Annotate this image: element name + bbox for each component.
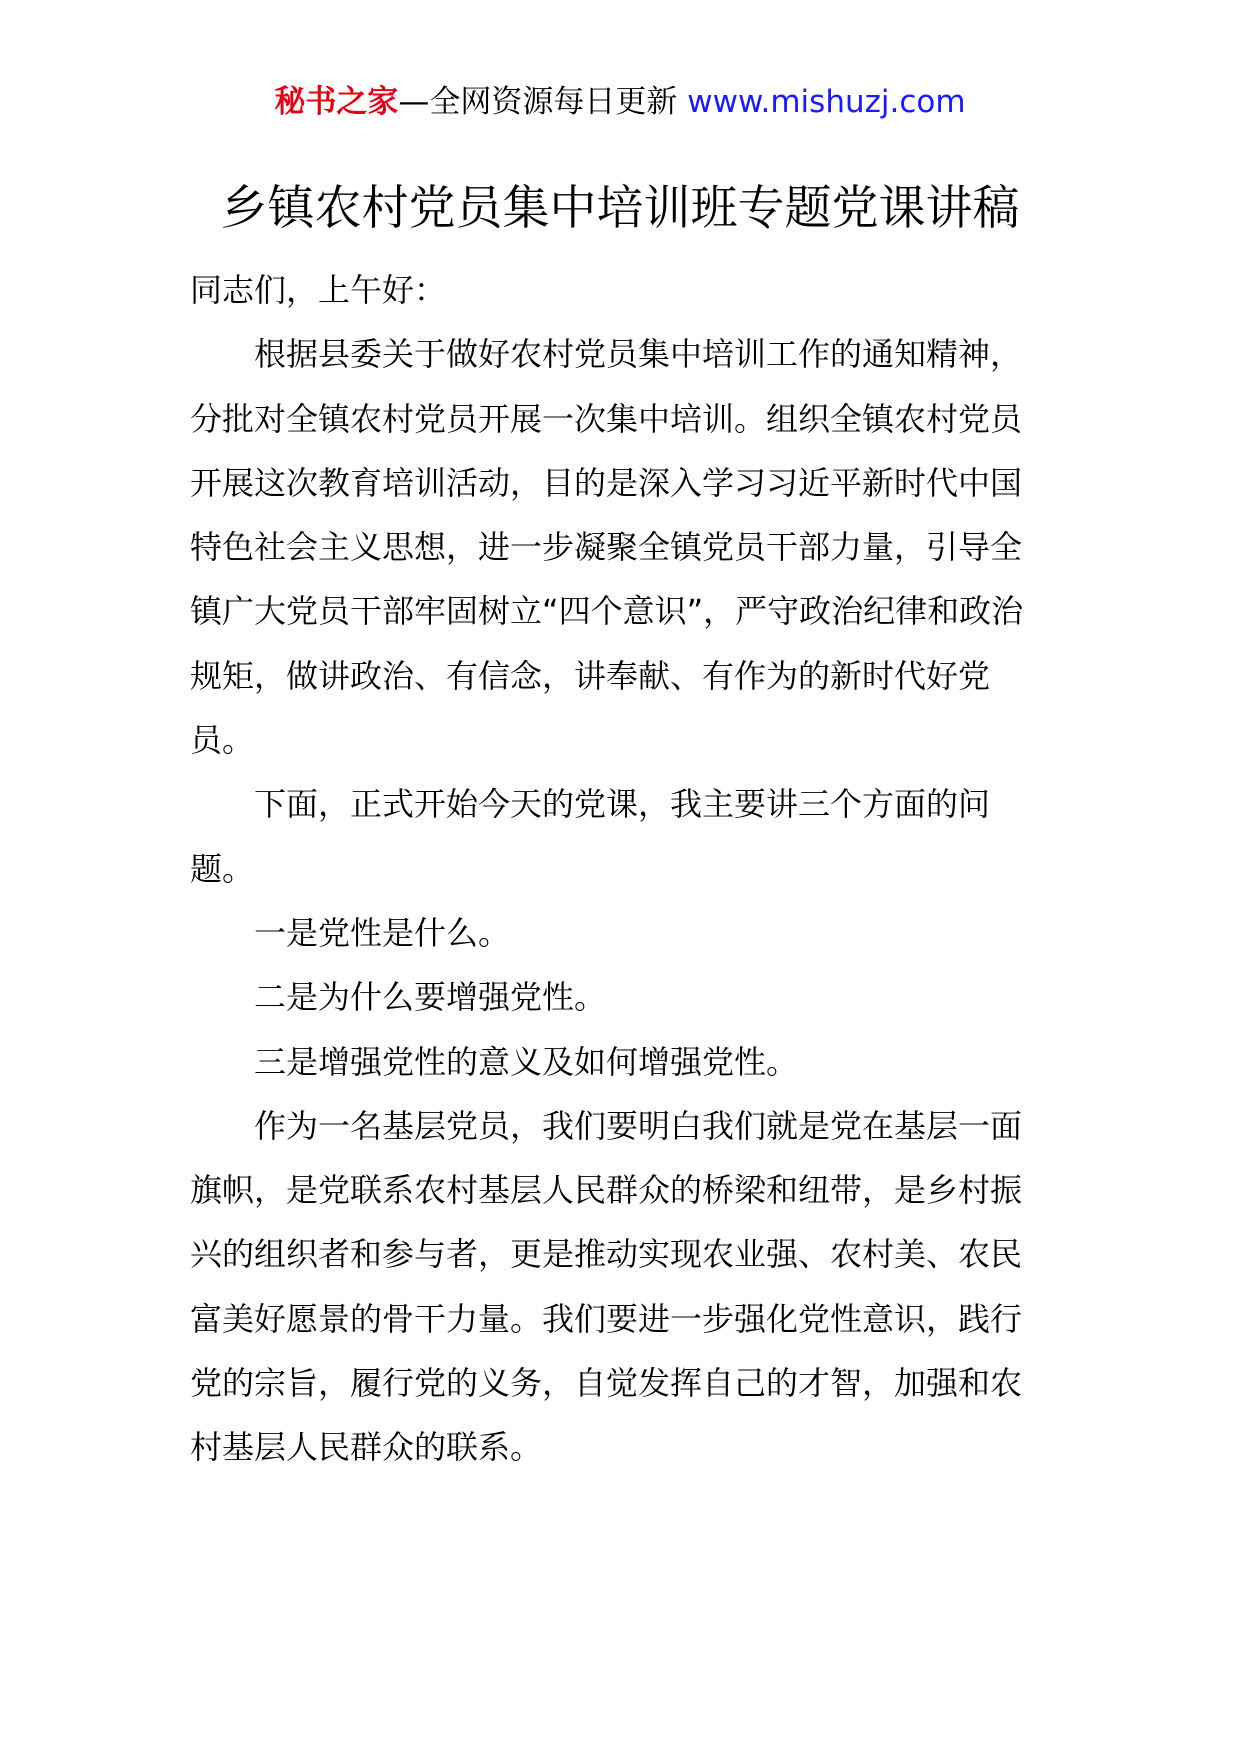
paragraph: 三是增强党性的意义及如何增强党性。 (254, 1042, 799, 1081)
paragraph: 一是党性是什么。 (254, 913, 511, 952)
paragraph: 二是为什么要增强党性。 (254, 978, 607, 1017)
site-url-link[interactable]: www.mishuzj.com (687, 84, 966, 120)
document-title: 乡镇农村党员集中培训班专题党课讲稿 (220, 181, 1020, 236)
site-header (0, 82, 1240, 122)
brand-name: 秘书之家 (274, 84, 399, 120)
document-body (190, 258, 1048, 1480)
paragraph: 根据县委关于做好农村党员集中培训工作的通知精神，分批对全镇农村党员开展一次集中培训。组织全镇农村党员开展这次教育培训活动，目的是深入学习习近平新时代中国特色社会主义思想，进一步凝聚全镇党员干部力量，引导全镇广大党员干部牢固树立“四个意识”，严守政治纪律和政治规矩，做讲政治、有信念，讲奉献、有作为的新时代好党员。 (190, 335, 1024, 760)
paragraph: 下面，正式开始今天的党课，我主要讲三个方面的问题。 (190, 785, 991, 888)
greeting: 同志们，上午好： (190, 271, 447, 309)
header-tagline: —全网资源每日更新 (398, 84, 678, 120)
paragraph: 作为一名基层党员，我们要明白我们就是党在基层一面旗帜，是党联系农村基层人民群众的桥梁和纽带，是乡村振兴的组织者和参与者，更是推动实现农业强、农村美、农民富美好愿景的骨干力量。我们要进一步强化党性意识，践行党的宗旨，履行党的义务，自觉发挥自己的才智，加强和农村基层人民群众的联系。 (190, 1106, 1023, 1467)
